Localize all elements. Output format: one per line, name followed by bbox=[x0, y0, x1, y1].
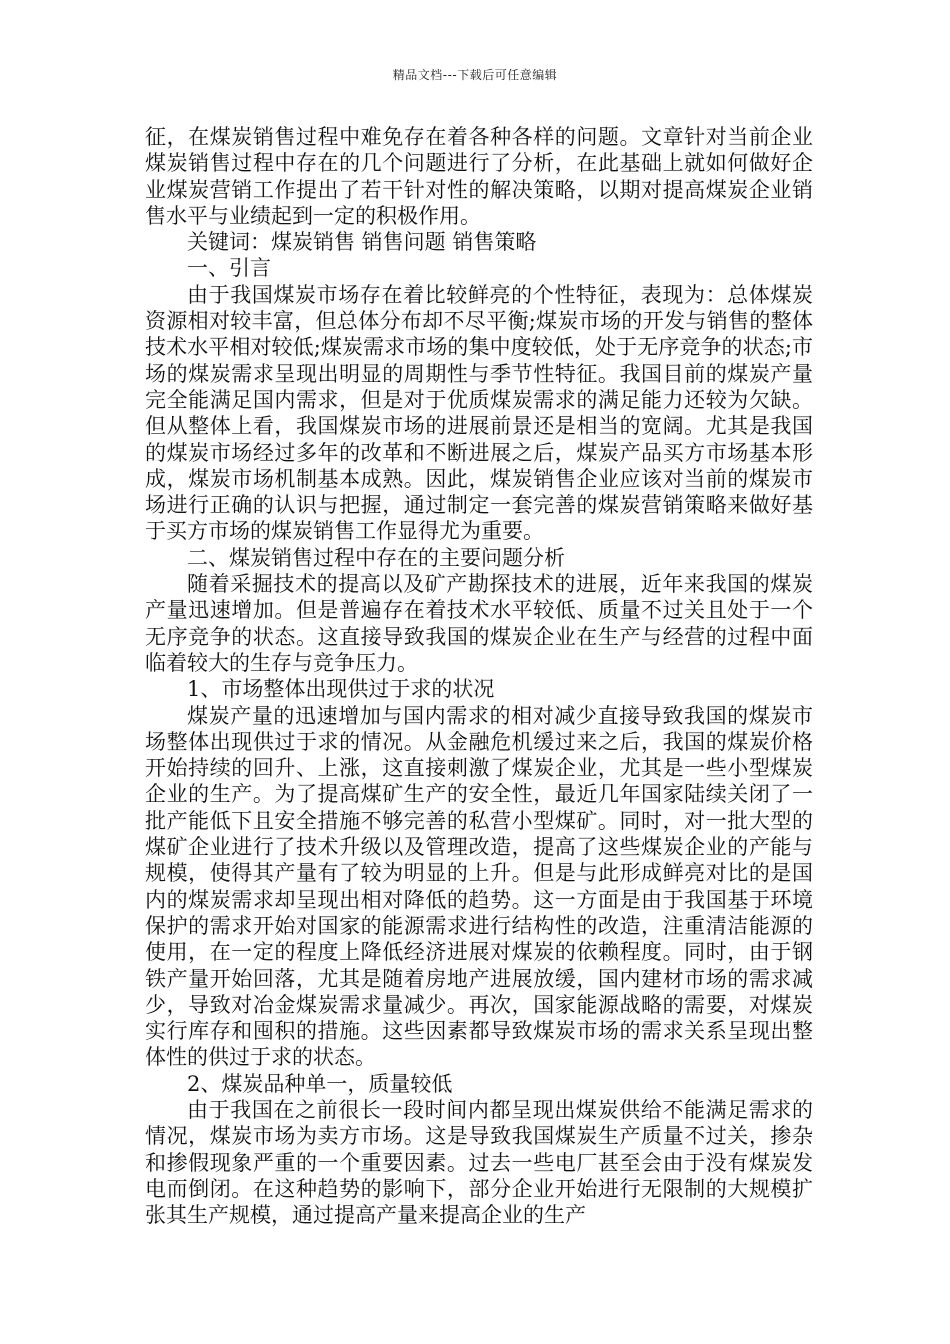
paragraph-abstract-continued: 征，在煤炭销售过程中难免存在着各种各样的问题。文章针对当前企业煤炭销售过程中存在的几个问题进行了分析，在此基础上就如何做好企业煤炭营销工作提出了若干针对性的解决策略，以期对提高煤炭企业销售水平与业绩起到一定的积极作用。 bbox=[145, 125, 813, 228]
document-body bbox=[145, 124, 813, 1228]
paragraph-introduction: 由于我国煤炭市场存在着比较鲜亮的个性特征，表现为：总体煤炭资源相对较丰富，但总体分布却不尽平衡;煤炭市场的开发与销售的整体技术水平相对较低;煤炭需求市场的集中度较低，处于无序竞争的状态;市场的煤炭需求呈现出明显的周期性与季节性特征。我国目前的煤炭产量完全能满足国内需求，但是对于优质煤炭需求的满足能力还较为欠缺。但从整体上看，我国煤炭市场的进展前景还是相当的宽阔。尤其是我国的煤炭市场经过多年的改革和不断进展之后，煤炭产品买方市场基本形成，煤炭市场机制基本成熟。因此，煤炭销售企业应该对当前的煤炭市场进行正确的认识与把握，通过制定一套完善的煤炭营销策略来做好基于买方市场的煤炭销售工作显得尤为重要。 bbox=[145, 282, 813, 544]
section-heading-problems: 二、煤炭销售过程中存在的主要问题分析 bbox=[187, 545, 565, 570]
subheading-quality: 2、煤炭品种单一，质量较低 bbox=[187, 1071, 453, 1096]
section-heading-introduction: 一、引言 bbox=[187, 256, 271, 281]
paragraph-quality: 由于我国在之前很长一段时间内都呈现出煤炭供给不能满足需求的情况，煤炭市场为卖方市场。这是导致我国煤炭生产质量不过关，掺杂和掺假现象严重的一个重要因素。过去一些电厂甚至会由于没有煤炭发电而倒闭。在这种趋势的影响下，部分企业开始进行无限制的大规模扩张其生产规模，通过提高产量来提高企业的生产 bbox=[145, 1097, 813, 1228]
subheading-oversupply: 1、市场整体出现供过于求的状况 bbox=[187, 677, 495, 702]
page-header: 精品文档---下载后可任意编辑 bbox=[392, 68, 558, 82]
paragraph-keywords: 关键词：煤炭销售 销售问题 销售策略 bbox=[187, 230, 537, 255]
paragraph-problems-overview: 随着采掘技术的提高以及矿产勘探技术的进展，近年来我国的煤炭产量迅速增加。但是普遍存在着技术水平较低、质量不过关且处于一个无序竞争的状态。这直接导致我国的煤炭企业在生产与经营的过程中面临着较大的生存与竞争压力。 bbox=[145, 572, 813, 675]
paragraph-oversupply: 煤炭产量的迅速增加与国内需求的相对减少直接导致我国的煤炭市场整体出现供过于求的情况。从金融危机缓过来之后，我国的煤炭价格开始持续的回升、上涨，这直接刺激了煤炭企业，尤其是一些小型煤炭企业的生产。为了提高煤矿生产的安全性，最近几年国家陆续关闭了一批产能低下且安全措施不够完善的私营小型煤矿。同时，对一批大型的煤矿企业进行了技术升级以及管理改造，提高了这些煤炭企业的产能与规模，使得其产量有了较为明显的上升。但是与此形成鲜亮对比的是国内的煤炭需求却呈现出相对降低的趋势。这一方面是由于我国基于环境保护的需求开始对国家的能源需求进行结构性的改造，注重清洁能源的使用，在一定的程度上降低经济进展对煤炭的依赖程度。同时，由于钢铁产量开始回落，尤其是随着房地产进展放缓，国内建材市场的需求减少，导致对冶金煤炭需求量减少。再次，国家能源战略的需要，对煤炭实行库存和囤积的措施。这些因素都导致煤炭市场的需求关系呈现出整体性的供过于求的状态。 bbox=[145, 703, 813, 1070]
